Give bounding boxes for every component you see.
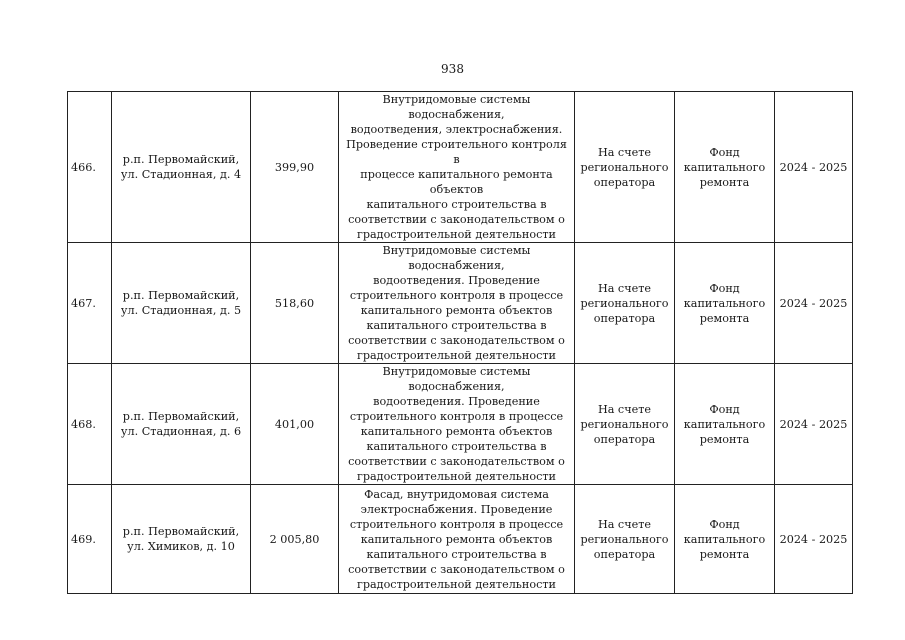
work-description-line: градостроительной деятельности: [356, 228, 556, 241]
work-description-line: капитального ремонта объектов: [360, 304, 553, 317]
work-description-line: Внутридомовые системы водоснабжения,: [382, 93, 531, 121]
funding-source-cell: [675, 485, 775, 594]
account-line: На счете: [597, 145, 652, 159]
funding-source-line: Фонд: [709, 402, 740, 416]
work-description-cell: [339, 485, 575, 594]
work-description-line: Внутридомовые системы водоснабжения,: [382, 244, 531, 272]
work-description-line: Внутридомовые системы водоснабжения,: [382, 365, 531, 393]
term-cell: 2024 - 2025: [775, 364, 853, 485]
account-cell: [575, 364, 675, 485]
work-description-cell: [339, 92, 575, 243]
address-line: ул. Стадионная, д. 4: [120, 168, 242, 181]
work-description-line: соответствии с законодательством о: [348, 562, 565, 576]
address-line: р.п. Первомайский,: [122, 153, 240, 166]
account-line: оператора: [593, 547, 656, 561]
work-description-line: строительного контроля в процессе: [349, 289, 564, 302]
term-cell: 2024 - 2025: [775, 243, 853, 364]
work-description-line: соответствии с законодательством о: [348, 455, 565, 468]
work-description-line: водоотведения. Проведение: [373, 274, 540, 287]
term-cell: 2024 - 2025: [775, 485, 853, 594]
funding-source-line: Фонд: [709, 281, 740, 295]
row-number-cell: 466.: [68, 92, 112, 243]
work-description-line: строительного контроля в процессе: [349, 410, 564, 423]
work-description-cell: [339, 364, 575, 485]
account-line: регионального: [580, 532, 669, 546]
account-line: регионального: [580, 296, 669, 310]
account-line: На счете: [597, 402, 652, 416]
area-cell: 401,00: [251, 364, 339, 485]
address-line: ул. Стадионная, д. 5: [120, 304, 242, 317]
work-description-line: соответствии с законодательством о: [348, 213, 565, 226]
area-cell: 2 005,80: [251, 485, 339, 594]
work-description-line: капитального строительства в: [366, 547, 547, 561]
address-cell: [112, 92, 251, 243]
address-cell: [112, 243, 251, 364]
table-row: [68, 485, 853, 594]
row-number-cell: 468.: [68, 364, 112, 485]
account-line: регионального: [580, 417, 669, 431]
address-line: ул. Химиков, д. 10: [127, 540, 235, 553]
address-cell: [112, 364, 251, 485]
term-cell: 2024 - 2025: [775, 92, 853, 243]
funding-source-line: ремонта: [699, 547, 750, 561]
work-description-line: Фасад, внутридомовая система: [364, 487, 549, 501]
row-number-cell: 467.: [68, 243, 112, 364]
funding-source-line: Фонд: [709, 517, 740, 531]
funding-source-line: ремонта: [699, 175, 750, 189]
account-cell: [575, 243, 675, 364]
account-line: оператора: [593, 311, 656, 325]
table-row: [68, 243, 853, 364]
work-description-cell: [339, 243, 575, 364]
funding-source-line: ремонта: [699, 432, 750, 446]
work-description-line: градостроительной деятельности: [356, 577, 556, 591]
work-description-line: Проведение строительного контроля в: [346, 138, 567, 166]
work-description-line: процессе капитального ремонта объектов: [360, 168, 553, 196]
work-description-line: капитального строительства в: [366, 198, 547, 211]
work-description-line: строительного контроля в процессе: [349, 517, 564, 531]
work-description-line: соответствии с законодательством о: [348, 334, 565, 347]
funding-source-cell: [675, 243, 775, 364]
funding-source-line: капитального: [683, 532, 766, 546]
account-line: оператора: [593, 175, 656, 189]
work-description-line: электроснабжения. Проведение: [360, 502, 553, 516]
row-number-cell: 469.: [68, 485, 112, 594]
work-description-line: капитального строительства в: [366, 319, 547, 332]
address-cell: [112, 485, 251, 594]
work-description-line: градостроительной деятельности: [356, 349, 556, 362]
work-description-line: водоотведения, электроснабжения.: [350, 123, 563, 136]
account-line: На счете: [597, 281, 652, 295]
area-cell: 518,60: [251, 243, 339, 364]
funding-source-cell: [675, 364, 775, 485]
funding-source-line: Фонд: [709, 145, 740, 159]
work-description-line: капитального ремонта объектов: [360, 532, 553, 546]
table-row: [68, 92, 853, 243]
work-description-line: градостроительной деятельности: [356, 470, 556, 483]
area-cell: 399,90: [251, 92, 339, 243]
table-body: [68, 92, 853, 594]
account-line: оператора: [593, 432, 656, 446]
address-line: р.п. Первомайский,: [122, 525, 240, 538]
account-line: регионального: [580, 160, 669, 174]
repair-works-table: [67, 91, 853, 594]
funding-source-line: ремонта: [699, 311, 750, 325]
address-line: р.п. Первомайский,: [122, 289, 240, 302]
work-description-line: водоотведения. Проведение: [373, 395, 540, 408]
funding-source-line: капитального: [683, 417, 766, 431]
table-row: [68, 364, 853, 485]
account-cell: [575, 92, 675, 243]
account-cell: [575, 485, 675, 594]
work-description-line: капитального ремонта объектов: [360, 425, 553, 438]
address-line: р.п. Первомайский,: [122, 410, 240, 423]
funding-source-line: капитального: [683, 160, 766, 174]
address-line: ул. Стадионная, д. 6: [120, 425, 242, 438]
funding-source-cell: [675, 92, 775, 243]
account-line: На счете: [597, 517, 652, 531]
page-number: 938: [441, 62, 464, 76]
work-description-line: капитального строительства в: [366, 440, 547, 453]
funding-source-line: капитального: [683, 296, 766, 310]
